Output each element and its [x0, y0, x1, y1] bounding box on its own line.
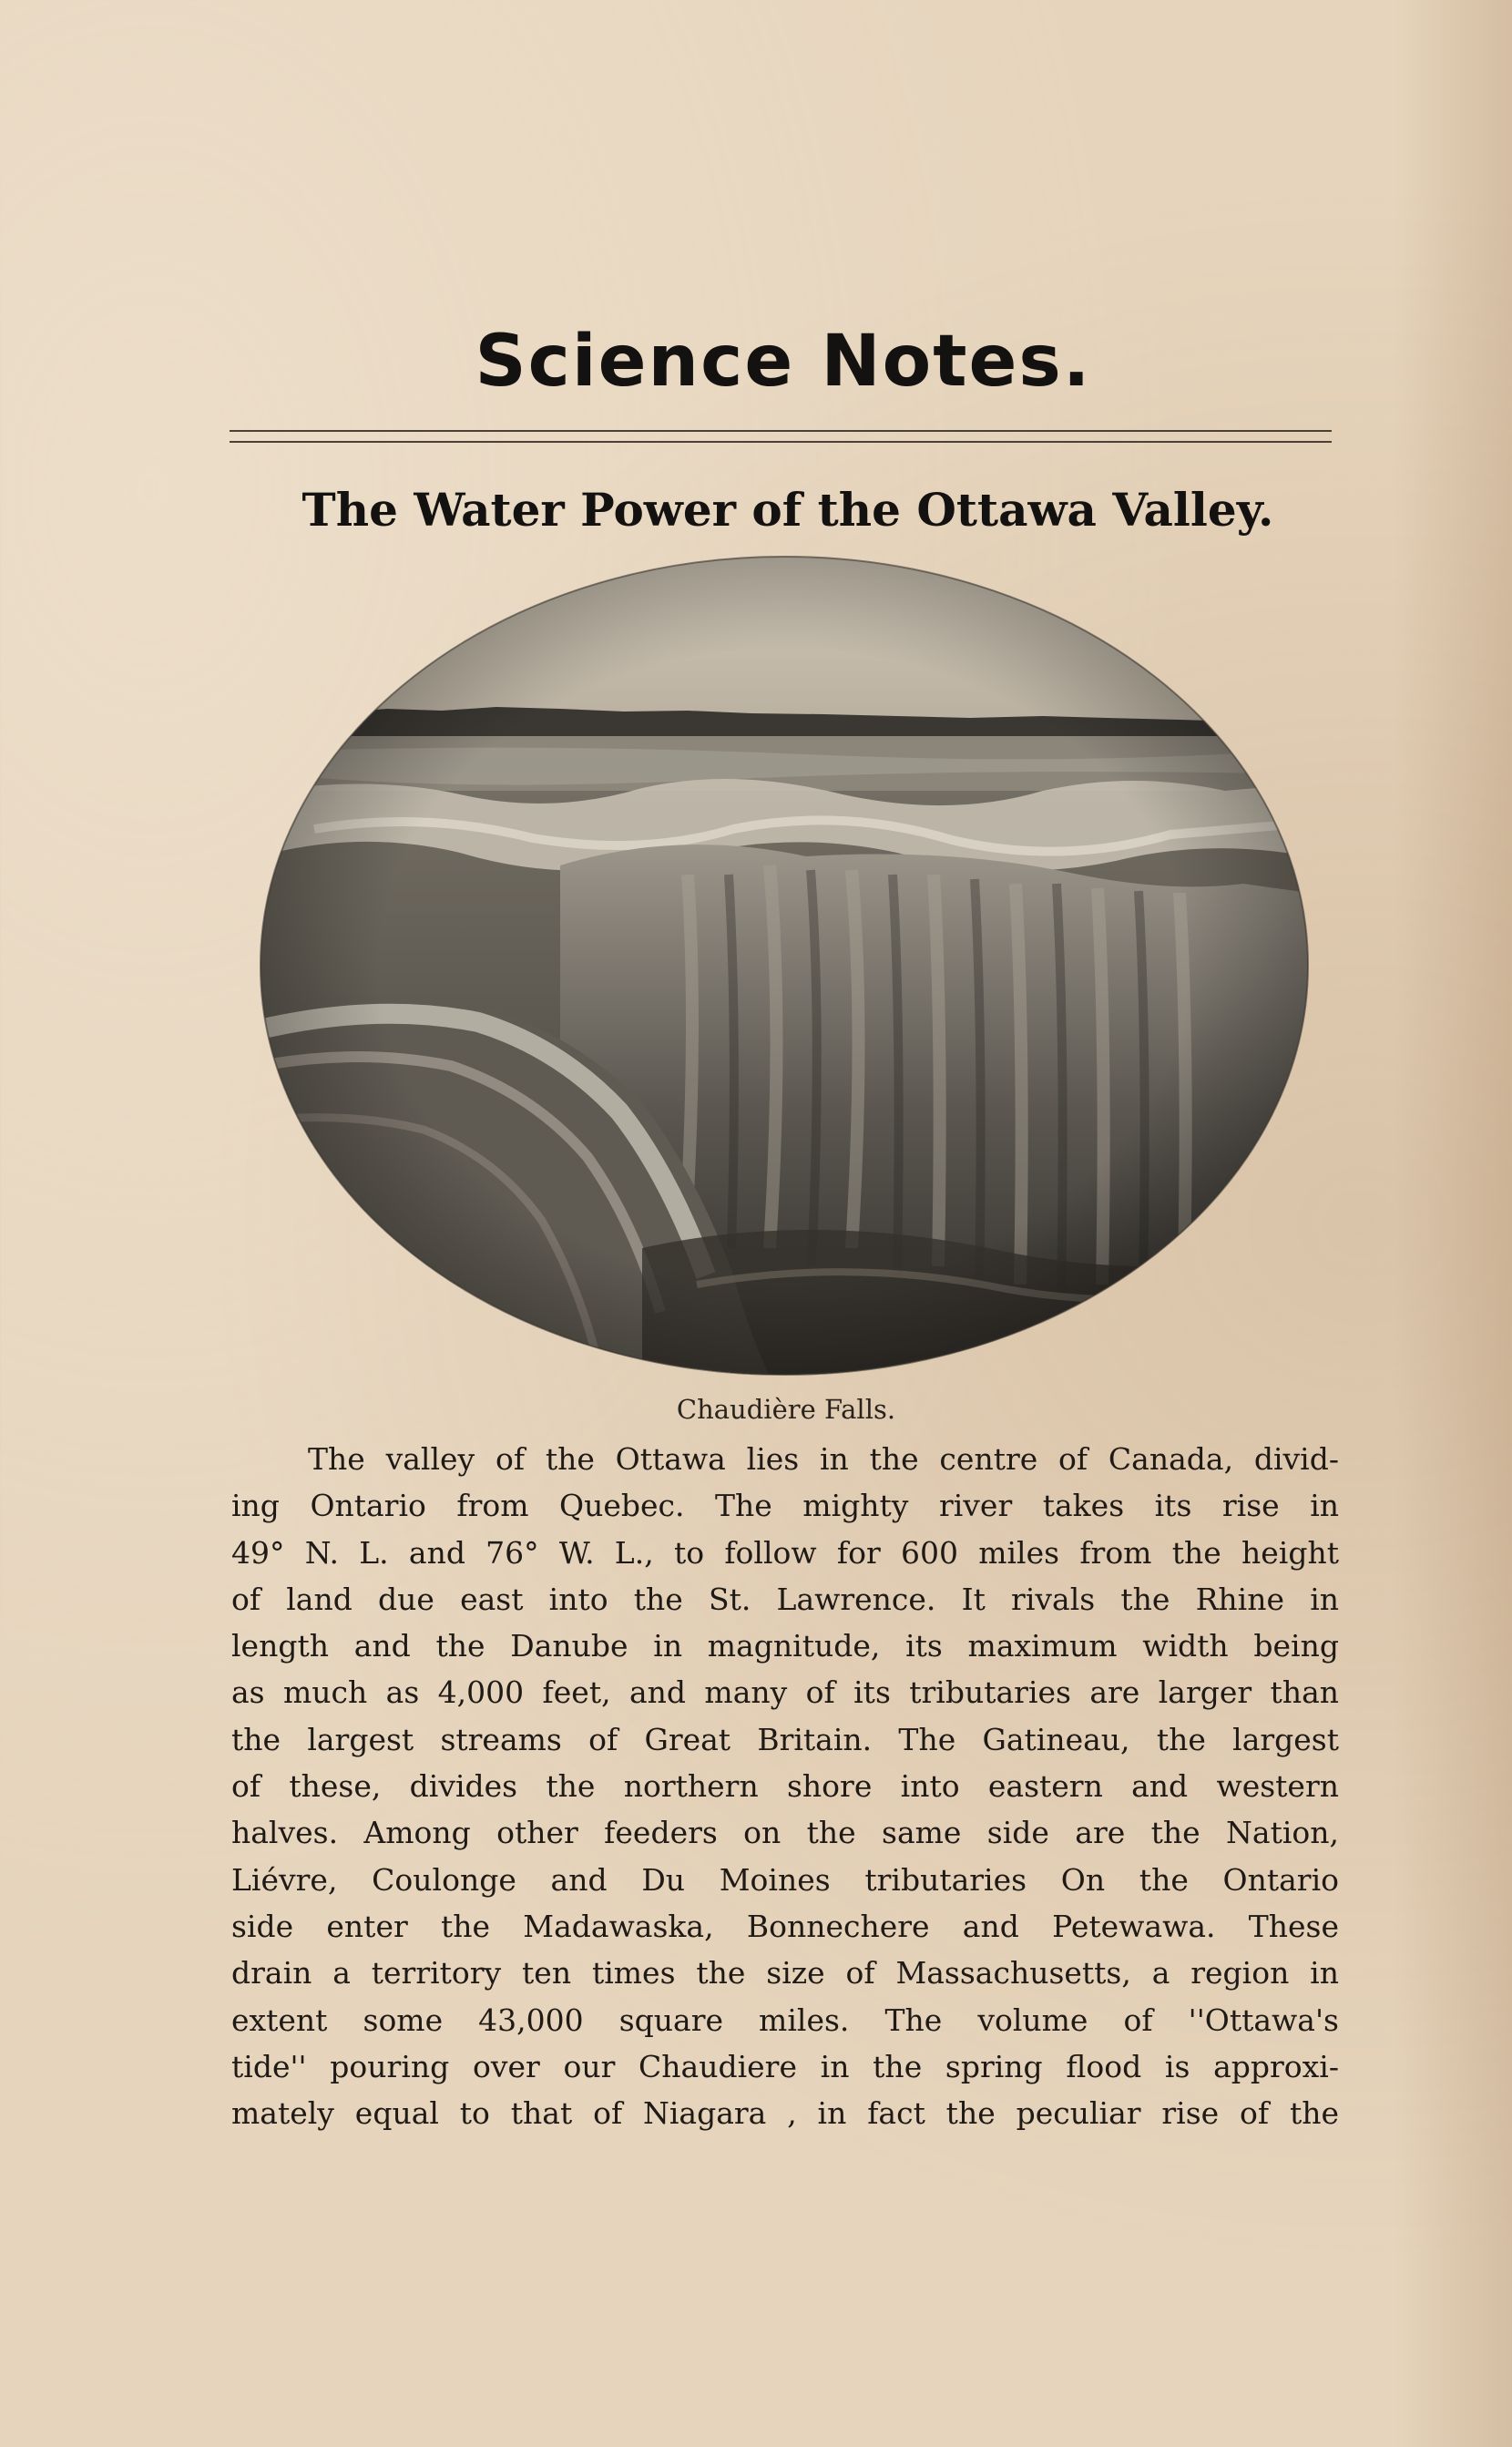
article-title: The Water Power of the Ottawa Valley. — [301, 483, 1274, 537]
body-line: of these, divides the northern shore into eastern and western — [231, 1768, 1339, 1805]
title-rule-top — [230, 430, 1332, 432]
body-line: halves. Among other feeders on the same side are the Nation, — [231, 1815, 1339, 1851]
body-line: length and the Danube in magnitude, its maximum width being — [231, 1628, 1339, 1664]
waterfall-photo — [260, 556, 1309, 1376]
body-line: 49° N. L. and 76° W. L., to follow for 600 miles from the height — [231, 1534, 1339, 1571]
figure-caption: Chaudière Falls. — [676, 1394, 896, 1425]
body-line: the largest streams of Great Britain. The Gatineau, the largest — [231, 1721, 1339, 1757]
body-line: The valley of the Ottawa lies in the centre of Canada, divid- — [308, 1441, 1339, 1477]
body-line: Liévre, Coulonge and Du Moines tributaries On the Ontario — [231, 1861, 1339, 1898]
body-line: of land due east into the St. Lawrence. It rivals the Rhine in — [231, 1581, 1339, 1617]
body-line: ing Ontario from Quebec. The mighty river takes its rise in — [231, 1488, 1339, 1524]
body-line: as much as 4,000 feet, and many of its tributaries are larger than — [231, 1674, 1339, 1711]
article-body — [231, 1436, 1339, 2136]
body-line: mately equal to that of Niagara , in fact the peculiar rise of the — [231, 2095, 1339, 2132]
body-line: tide'' pouring over our Chaudiere in the spring flood is approxi- — [231, 2048, 1339, 2084]
body-line: side enter the Madawaska, Bonnechere and Petewawa. These — [231, 1908, 1339, 1944]
body-line: drain a territory ten times the size of Massachusetts, a region in — [231, 1955, 1339, 1991]
section-title: Science Notes. — [475, 321, 1092, 403]
body-line: extent some 43,000 square miles. The volume of ''Ottawa's — [231, 2002, 1339, 2038]
title-rule-bottom — [230, 441, 1332, 443]
